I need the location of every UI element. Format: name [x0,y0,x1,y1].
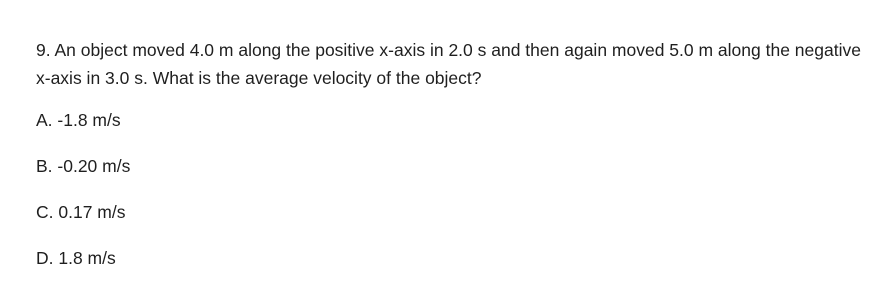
question-text: 9. An object moved 4.0 m along the positive x-axis in 2.0 s and then again moved 5.0 m along the negative x-axis in 3.0 s. What is the average velocity of the object? [36,40,861,88]
option-d: D. 1.8 m/s [36,248,116,268]
option-c: C. 0.17 m/s [36,202,126,222]
option-b: B. -0.20 m/s [36,156,131,176]
answer-options-list [36,106,130,290]
option-a: A. -1.8 m/s [36,110,121,130]
